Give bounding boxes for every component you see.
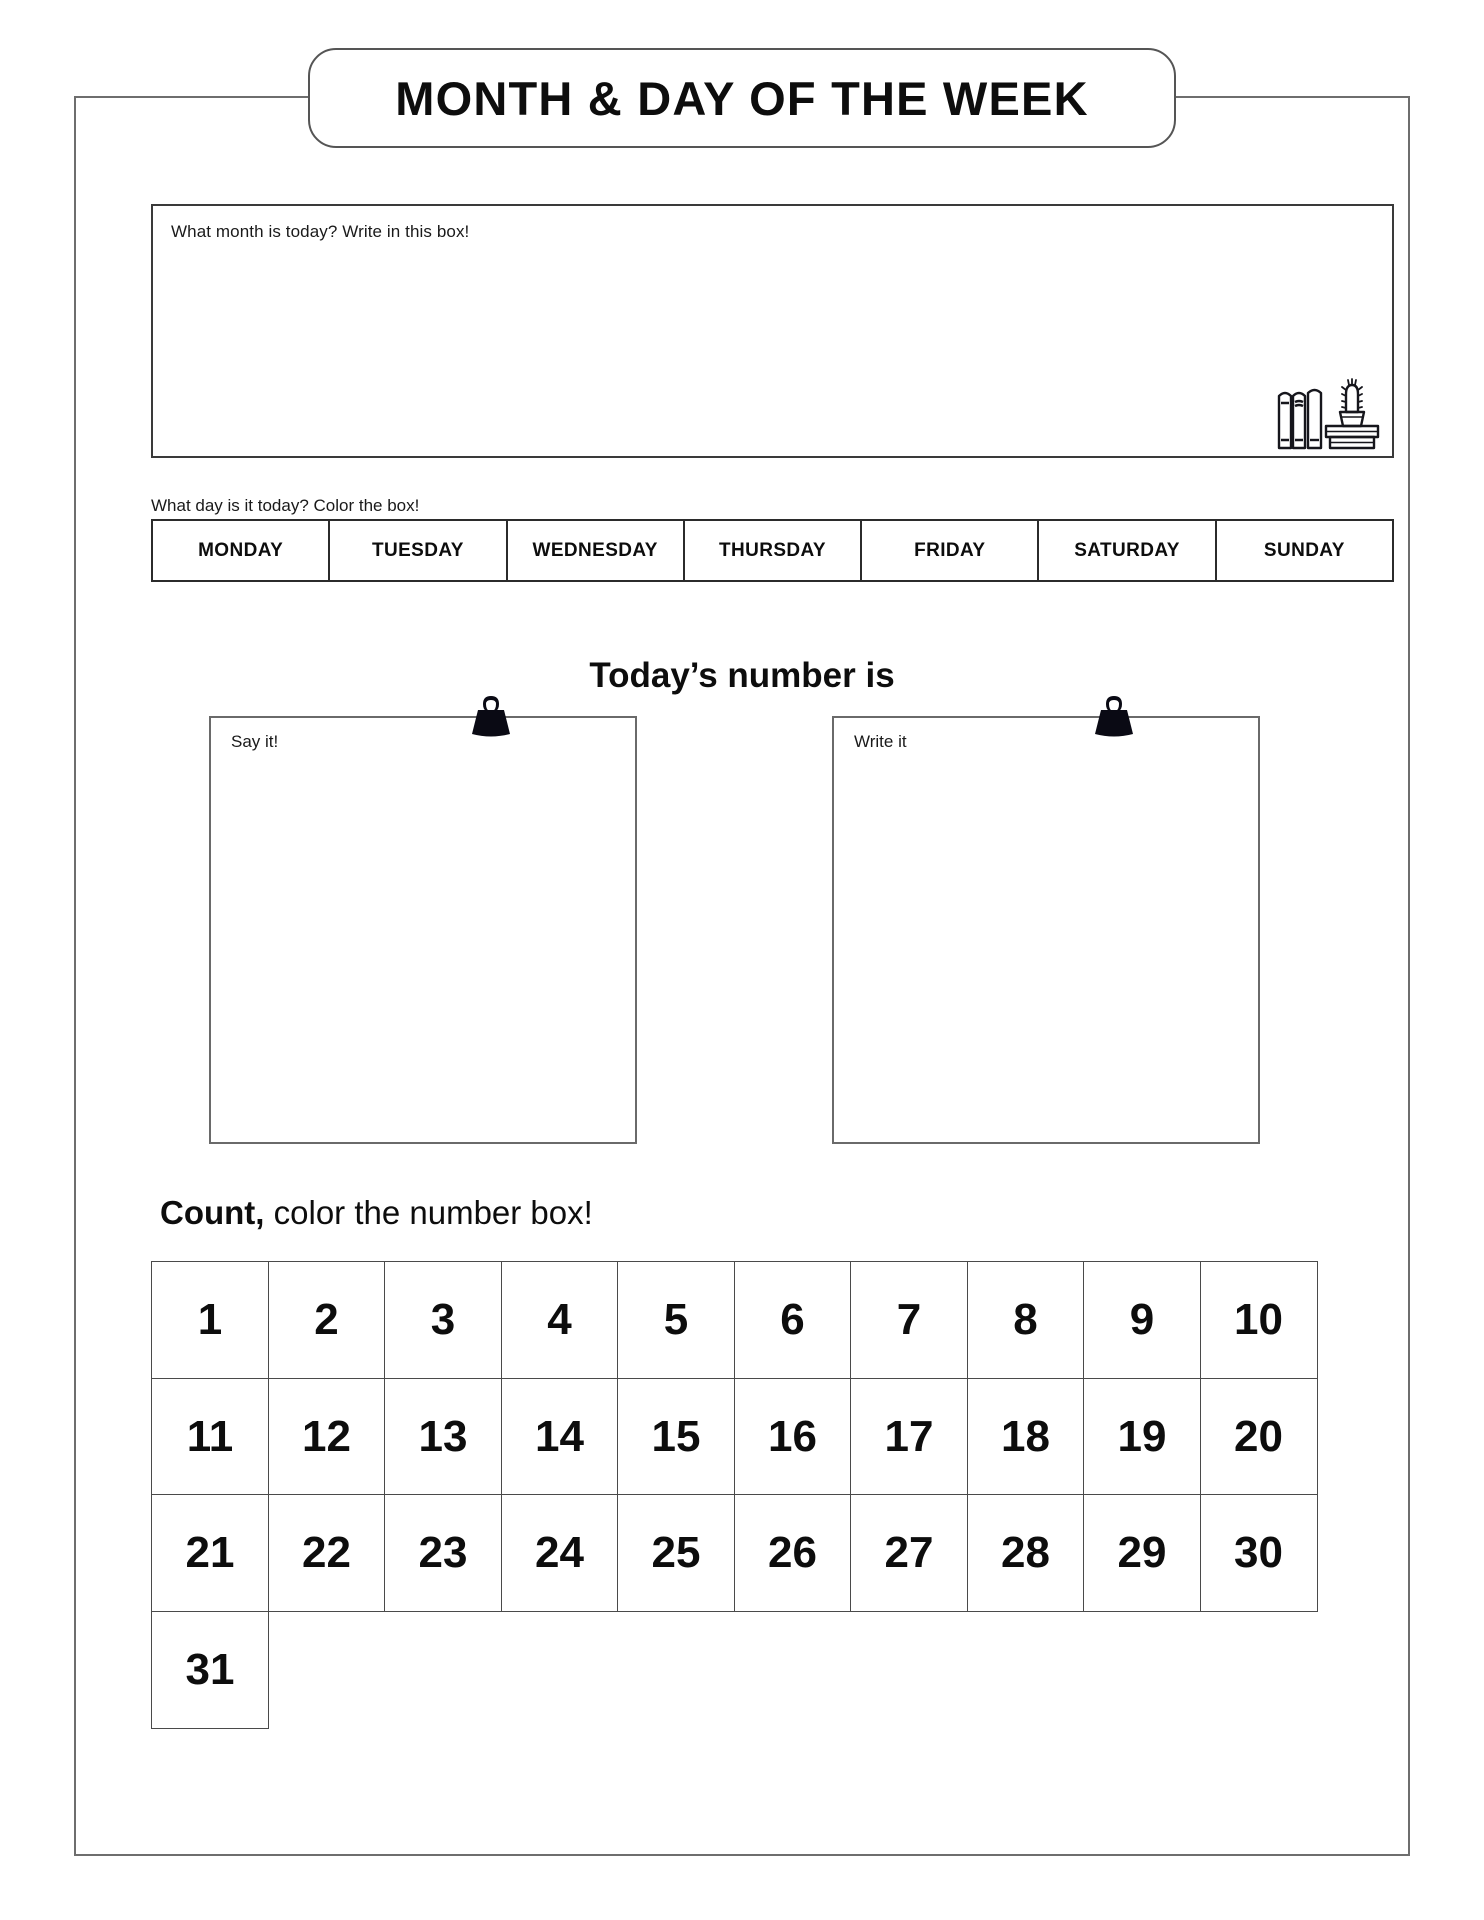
number-cell[interactable]: 3 (384, 1261, 502, 1379)
number-cell[interactable]: 11 (151, 1378, 269, 1496)
number-cell[interactable]: 9 (1083, 1261, 1201, 1379)
day-cell-monday[interactable]: MONDAY (153, 521, 330, 580)
number-cell[interactable]: 14 (501, 1378, 619, 1496)
write-it-card[interactable] (832, 716, 1260, 1144)
todays-number-heading: Today’s number is (589, 656, 895, 695)
number-cell[interactable]: 27 (850, 1494, 968, 1612)
books-and-cactus-icon (1266, 376, 1382, 450)
worksheet-title-plaque (308, 48, 1176, 148)
number-cell[interactable]: 31 (151, 1611, 269, 1729)
month-answer-box[interactable] (151, 204, 1394, 458)
number-cell[interactable]: 13 (384, 1378, 502, 1496)
binder-clip-icon (465, 692, 517, 742)
number-cell[interactable]: 30 (1200, 1494, 1318, 1612)
number-cell[interactable]: 12 (268, 1378, 386, 1496)
number-cell[interactable]: 5 (617, 1261, 735, 1379)
count-heading (160, 1194, 593, 1232)
number-cell[interactable]: 29 (1083, 1494, 1201, 1612)
number-cell[interactable]: 26 (734, 1494, 852, 1612)
number-cell[interactable]: 7 (850, 1261, 968, 1379)
number-grid (151, 1261, 1331, 1727)
number-cell[interactable]: 20 (1200, 1378, 1318, 1496)
number-cell[interactable]: 10 (1200, 1261, 1318, 1379)
write-it-label: Write it (854, 732, 907, 751)
binder-clip-icon (1088, 692, 1140, 742)
number-cell[interactable]: 25 (617, 1494, 735, 1612)
day-cell-tuesday[interactable]: TUESDAY (330, 521, 507, 580)
page-title: MONTH & DAY OF THE WEEK (395, 71, 1089, 125)
number-cell[interactable]: 17 (850, 1378, 968, 1496)
count-heading-bold: Count, (160, 1194, 265, 1231)
day-cell-thursday[interactable]: THURSDAY (685, 521, 862, 580)
number-cell[interactable]: 16 (734, 1378, 852, 1496)
day-cell-sunday[interactable]: SUNDAY (1263, 539, 1345, 561)
day-of-week-table (151, 519, 1394, 582)
number-cell[interactable]: 21 (151, 1494, 269, 1612)
say-it-card[interactable] (209, 716, 637, 1144)
day-cell-saturday[interactable]: SATURDAY (1039, 521, 1216, 580)
number-cell[interactable]: 23 (384, 1494, 502, 1612)
number-row (151, 1261, 1331, 1378)
worksheet-content (74, 96, 1410, 1856)
number-cell[interactable]: 15 (617, 1378, 735, 1496)
number-cell[interactable]: 24 (501, 1494, 619, 1612)
number-cell[interactable]: 8 (967, 1261, 1085, 1379)
number-cell[interactable]: 18 (967, 1378, 1085, 1496)
number-cell[interactable]: 1 (151, 1261, 269, 1379)
number-cell[interactable]: 19 (1083, 1378, 1201, 1496)
number-cell[interactable]: 6 (734, 1261, 852, 1379)
number-row (151, 1494, 1331, 1611)
day-prompt-label: What day is it today? Color the box! (151, 496, 420, 515)
count-heading-rest: color the number box! (264, 1194, 593, 1231)
number-cell[interactable]: 4 (501, 1261, 619, 1379)
day-cell-wednesday[interactable]: WEDNESDAY (508, 521, 685, 580)
day-cell-friday[interactable]: FRIDAY (862, 521, 1039, 580)
say-it-label: Say it! (231, 732, 279, 751)
month-prompt-label: What month is today? Write in this box! (171, 222, 470, 241)
number-cell[interactable]: 22 (268, 1494, 386, 1612)
number-row (151, 1378, 1331, 1495)
number-cell[interactable]: 28 (967, 1494, 1085, 1612)
number-cell[interactable]: 2 (268, 1261, 386, 1379)
number-row (151, 1611, 1331, 1728)
